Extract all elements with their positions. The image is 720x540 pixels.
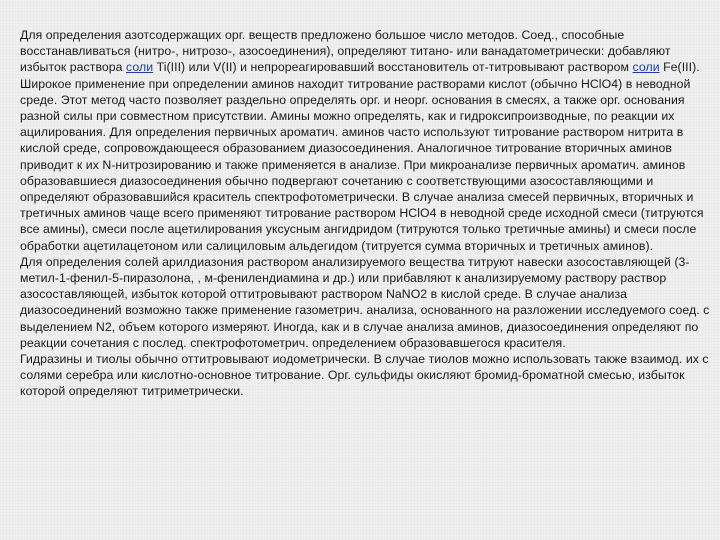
paragraph-hydrazines-thiols: Гидразины и тиолы обычно оттитровывают иодометрически. В случае тиолов можно использовать также взаимод. их с солями серебра или кислотно-основное титрование. Орг. сульфиды окисляют бромид-броматной смесью, избыток которой определяют титриметрически. xyxy=(20,352,709,399)
paragraph-text: Fe(III). xyxy=(659,60,700,75)
paragraph-amines: Широкое применение при определении аминов находит титрование растворами кислот (обычно HClO4) в неводной среде. Этот метод часто позволяет раздельно определять орг. и неорг. основания в смесях, а также орг. основания разной силы при совместном присутствии. Амины можно определять, как и гидроксипроизводные, по реакции их ацилирования. Для определения первичных ароматич. аминов часто используют титрование раствором нитрита в кислой среде, сопровождающееся образованием диазосоединения. Аналогичное титрование вторичных аминов приводит к их N-нитрозированию и также применяется в анализе. При микроанализе первичных ароматич. аминов образовавшиеся диазосоединения обычно подвергают сочетанию с соответствующими азосоставляющими и определяют образовавшийся краситель спектрофотометрически. В случае анализа смесей первичных, вторичных и третичных аминов чаще всего применяют титрование раствором HClO4 в неводной среде исходной смеси (титруются все амины), смеси после ацетилирования уксусным ангидридом (титруются только третичные амины) и смеси после обработки ацетилацетоном или салициловым альдегидом (титруется сумма вторичных и третичных аминов). xyxy=(20,76,704,253)
salt-link[interactable]: соли xyxy=(632,60,660,75)
paragraph-text: Ti(III) или V(II) и непрореагировавший восстановитель от-титровывают раствором xyxy=(153,60,633,75)
paragraph-reducible-compounds xyxy=(20,27,712,76)
salt-link[interactable]: соли xyxy=(126,60,154,75)
paragraph-aryldiazonium: Для определения солей арилдиазония раствором анализируемого вещества титруют навески азосоставляющей (3-метил-1-фенил-5-пиразолона, , м-фенилендиамина и др.) или прибавляют к анализируемому раствору раствор азосоставляющей, избыток которой оттитровывают раствором NaNO2 в кислой среде. В случае анализа диазосоединений возможно также применение газометрич. анализа, основанного на разложении исследуемого соед. с выделением N2, объем которого измеряют. Иногда, как и в случае анализа аминов, диазосоединения определяют по реакции сочетания с послед. спектрофотометрич. определением образовавшегося красителя. xyxy=(20,254,710,350)
paragraph-text: Для определения азотсодержащих орг. веществ предложено большое число методов. Соед., способные восстанавливаться (нитро-, нитрозо-, азосоединения), определяют титано- или ванадатометрически: добавляют избыток раствора xyxy=(20,28,671,75)
article-body xyxy=(20,27,712,400)
